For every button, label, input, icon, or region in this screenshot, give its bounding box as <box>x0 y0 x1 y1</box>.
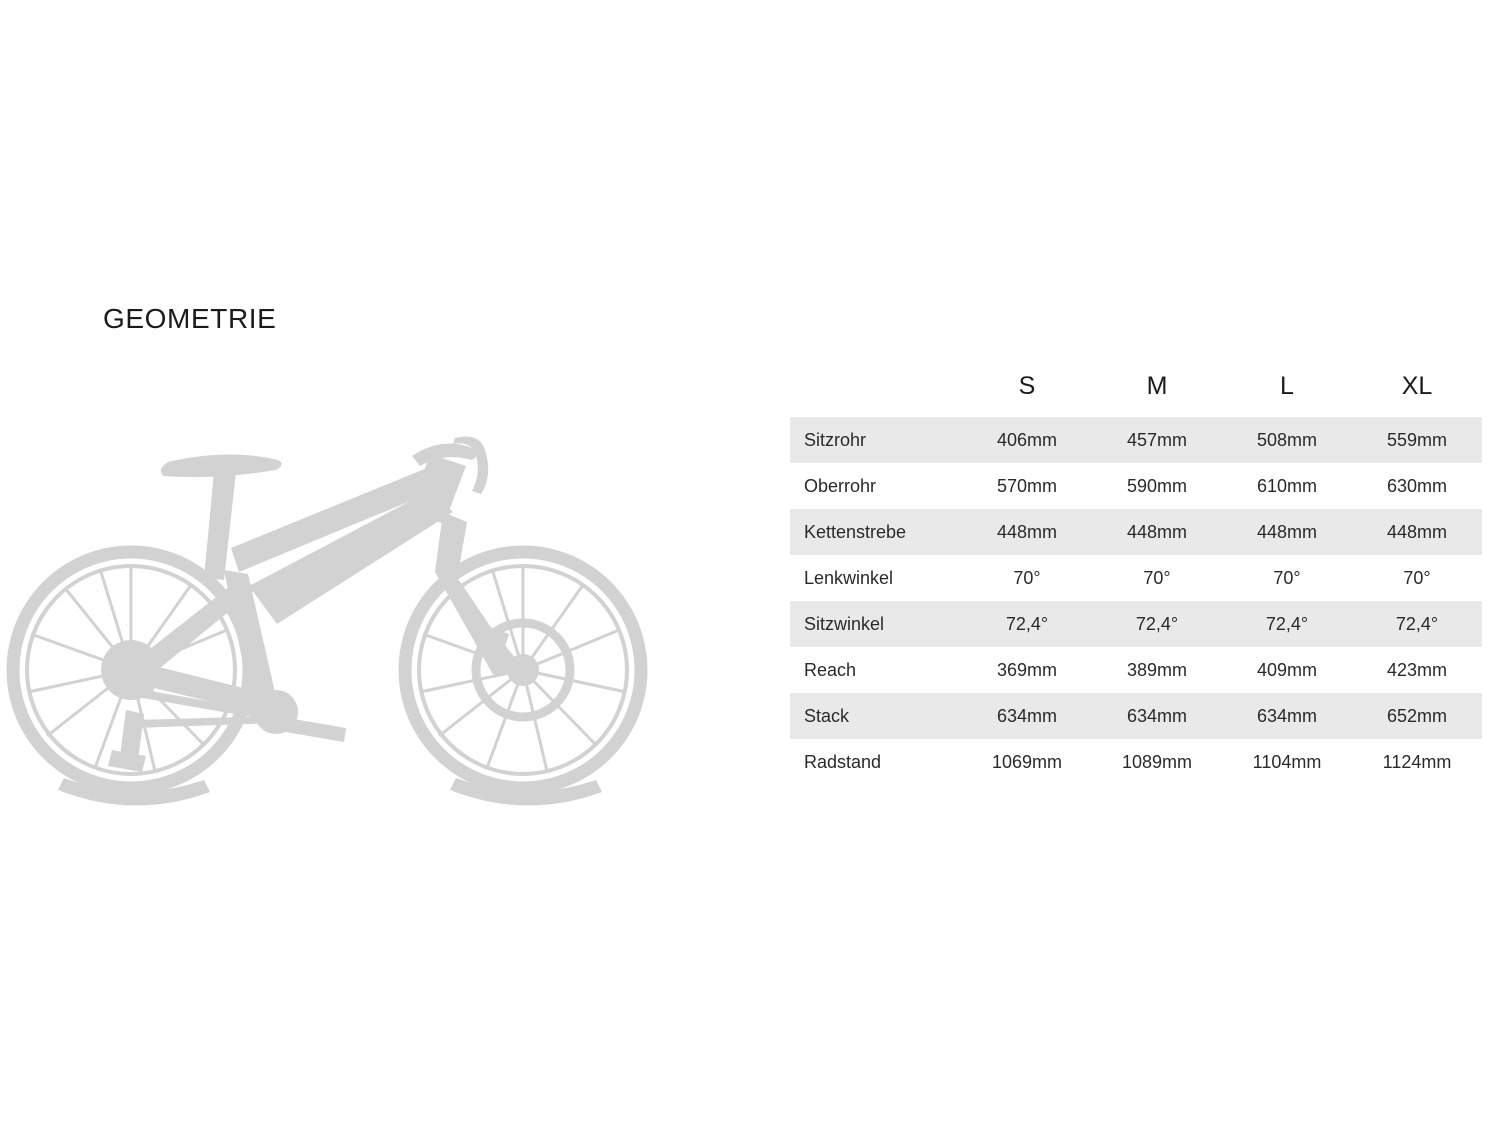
cell-xl: 70° <box>1352 555 1482 601</box>
row-label: Lenkwinkel <box>790 555 962 601</box>
geometry-table <box>790 372 1482 785</box>
row-label: Sitzwinkel <box>790 601 962 647</box>
cell-s: 634mm <box>962 693 1092 739</box>
bike-illustration <box>0 420 680 850</box>
cell-s: 448mm <box>962 509 1092 555</box>
row-label: Reach <box>790 647 962 693</box>
cell-m: 590mm <box>1092 463 1222 509</box>
cell-s: 72,4° <box>962 601 1092 647</box>
column-header-label <box>790 372 962 417</box>
column-header-xl: XL <box>1352 372 1482 417</box>
cell-xl: 559mm <box>1352 417 1482 463</box>
table-row <box>790 417 1482 463</box>
row-label: Stack <box>790 693 962 739</box>
column-header-l: L <box>1222 372 1352 417</box>
cell-m: 389mm <box>1092 647 1222 693</box>
cell-l: 634mm <box>1222 693 1352 739</box>
cell-s: 369mm <box>962 647 1092 693</box>
column-header-m: M <box>1092 372 1222 417</box>
row-label: Oberrohr <box>790 463 962 509</box>
table-row <box>790 647 1482 693</box>
cell-m: 72,4° <box>1092 601 1222 647</box>
row-label: Radstand <box>790 739 962 785</box>
row-label: Kettenstrebe <box>790 509 962 555</box>
cell-l: 610mm <box>1222 463 1352 509</box>
cell-l: 70° <box>1222 555 1352 601</box>
cell-m: 70° <box>1092 555 1222 601</box>
table-row <box>790 555 1482 601</box>
table-row <box>790 739 1482 785</box>
cell-s: 70° <box>962 555 1092 601</box>
cell-xl: 72,4° <box>1352 601 1482 647</box>
table-row <box>790 463 1482 509</box>
cell-s: 406mm <box>962 417 1092 463</box>
column-header-s: S <box>962 372 1092 417</box>
table-head <box>790 372 1482 417</box>
cell-m: 1089mm <box>1092 739 1222 785</box>
cell-l: 1104mm <box>1222 739 1352 785</box>
bike-silhouette-icon <box>0 420 680 850</box>
table-row <box>790 509 1482 555</box>
cell-s: 1069mm <box>962 739 1092 785</box>
cell-m: 457mm <box>1092 417 1222 463</box>
cell-m: 448mm <box>1092 509 1222 555</box>
cell-l: 448mm <box>1222 509 1352 555</box>
cell-l: 72,4° <box>1222 601 1352 647</box>
page-title: GEOMETRIE <box>103 303 277 334</box>
cell-xl: 423mm <box>1352 647 1482 693</box>
table-row <box>790 693 1482 739</box>
cell-xl: 448mm <box>1352 509 1482 555</box>
cell-xl: 652mm <box>1352 693 1482 739</box>
cell-s: 570mm <box>962 463 1092 509</box>
cell-xl: 630mm <box>1352 463 1482 509</box>
row-label: Sitzrohr <box>790 417 962 463</box>
cell-xl: 1124mm <box>1352 739 1482 785</box>
cell-m: 634mm <box>1092 693 1222 739</box>
cell-l: 409mm <box>1222 647 1352 693</box>
cell-l: 508mm <box>1222 417 1352 463</box>
geometry-table-wrapper <box>790 372 1482 785</box>
table-body <box>790 417 1482 785</box>
table-header-row <box>790 372 1482 417</box>
table-row <box>790 601 1482 647</box>
